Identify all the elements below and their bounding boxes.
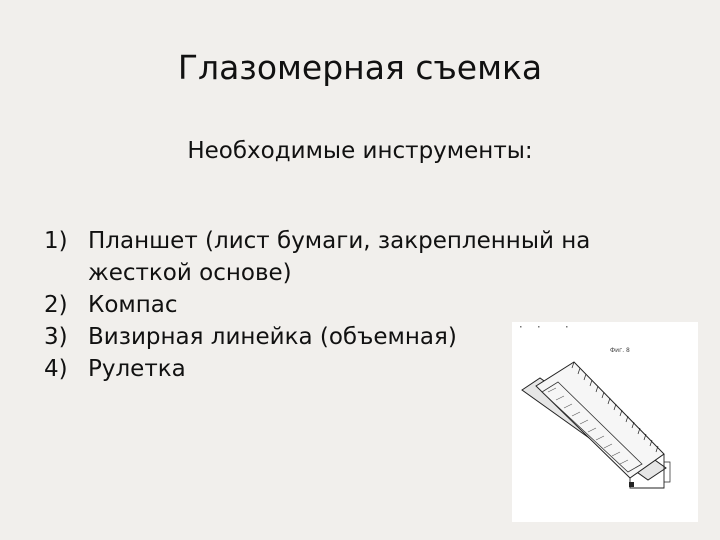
list-item-text: Планшет (лист бумаги, закрепленный на жесткой основе) [88, 228, 591, 286]
list-item-text: Компас [88, 292, 178, 318]
slide-subtitle: Необходимые инструменты: [187, 138, 533, 164]
list-item [44, 225, 664, 289]
figure-caption: Фиг. 8 [610, 347, 630, 354]
list-item [44, 289, 664, 321]
sighting-ruler-drawing-icon [512, 322, 698, 522]
slide-title: Глазомерная съемка [177, 48, 543, 87]
list-item-number: 1) [44, 228, 68, 254]
list-item-number: 2) [44, 292, 68, 318]
sighting-ruler-figure [512, 322, 698, 522]
list-item-number: 3) [44, 324, 68, 350]
list-item-text: Визирная линейка (объемная) [88, 324, 457, 350]
list-item-number: 4) [44, 356, 68, 382]
list-item-text: Рулетка [88, 356, 186, 382]
